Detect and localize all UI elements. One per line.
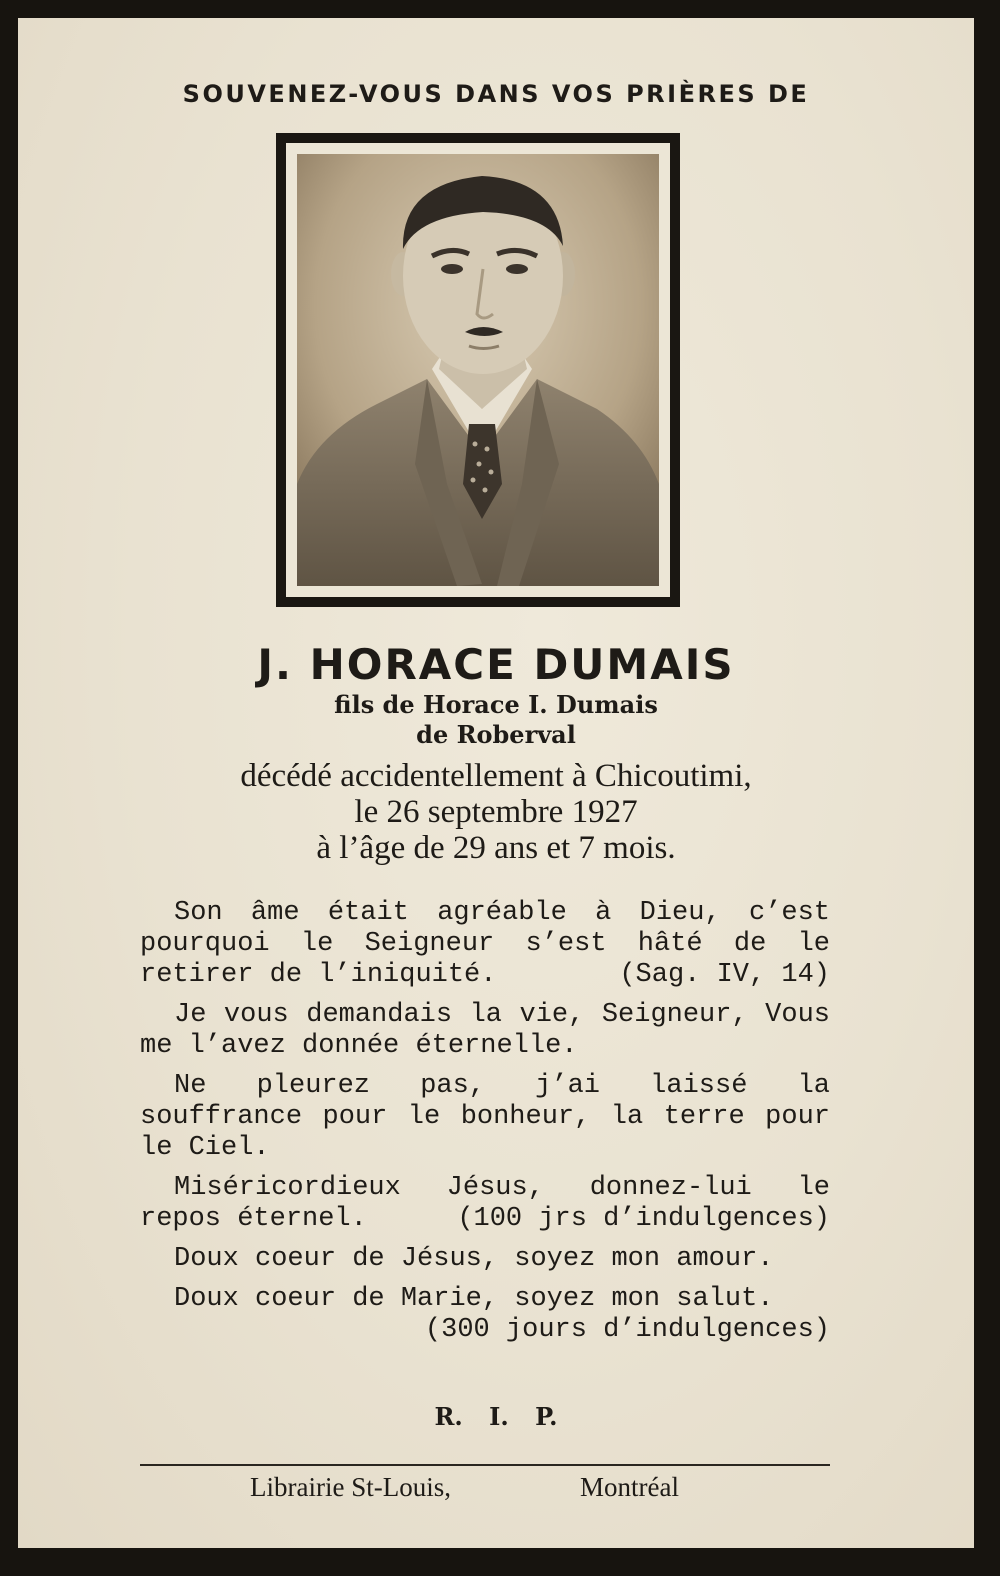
portrait-illustration (297, 154, 659, 586)
verse-text: Ne pleurez pas, j’ai laissé la souffrance pour le bonheur, la terre pour le Ciel. (140, 1071, 830, 1163)
death-age-line: à l’âge de 29 ans et 7 mois. (316, 830, 676, 866)
prayer-verses (140, 898, 830, 1346)
publisher-name: Librairie St-Louis, (250, 1472, 451, 1502)
verse (140, 1173, 830, 1235)
deceased-name: J. HORACE DUMAIS (257, 640, 735, 689)
verse-reference: (100 jrs d’indulgences) (457, 1204, 830, 1234)
closing-rip: R. I. P. (434, 1402, 558, 1431)
death-place-line: décédé accidentellement à Chicoutimi, (240, 758, 752, 794)
portrait-photo (297, 154, 659, 586)
death-date-line: le 26 septembre 1927 (354, 794, 638, 830)
divider-rule (140, 1464, 830, 1466)
verse (140, 1071, 830, 1164)
portrait-frame (276, 133, 680, 607)
origin-line: de Roberval (416, 720, 576, 749)
parent-line: fils de Horace I. Dumais (334, 690, 658, 719)
verse (140, 1244, 830, 1275)
verse-reference: (300 jours d’indulgences) (424, 1315, 830, 1345)
verse (140, 1284, 830, 1345)
verse-text: Je vous demandais la vie, Seigneur, Vous me l’avez donnée éternelle. (140, 1000, 830, 1061)
card-paper (18, 18, 974, 1548)
verse-text: Doux coeur de Marie, soyez mon salut. (174, 1284, 774, 1314)
publisher-city: Montréal (580, 1472, 679, 1502)
header-text: SOUVENEZ-VOUS DANS VOS PRIÈRES DE (182, 80, 810, 108)
verse (140, 898, 830, 991)
verse-reference: (Sag. IV, 14) (619, 960, 830, 990)
verse (140, 1000, 830, 1062)
verse-text: Doux coeur de Jésus, soyez mon amour. (174, 1244, 774, 1274)
verse-text: Miséricordieux Jésus, donnez-lui le repos éternel. (140, 1173, 830, 1234)
verse-text: Son âme était agréable à Dieu, c’est pourquoi le Seigneur s’est hâté de le retirer de l’iniquité. (140, 898, 830, 990)
